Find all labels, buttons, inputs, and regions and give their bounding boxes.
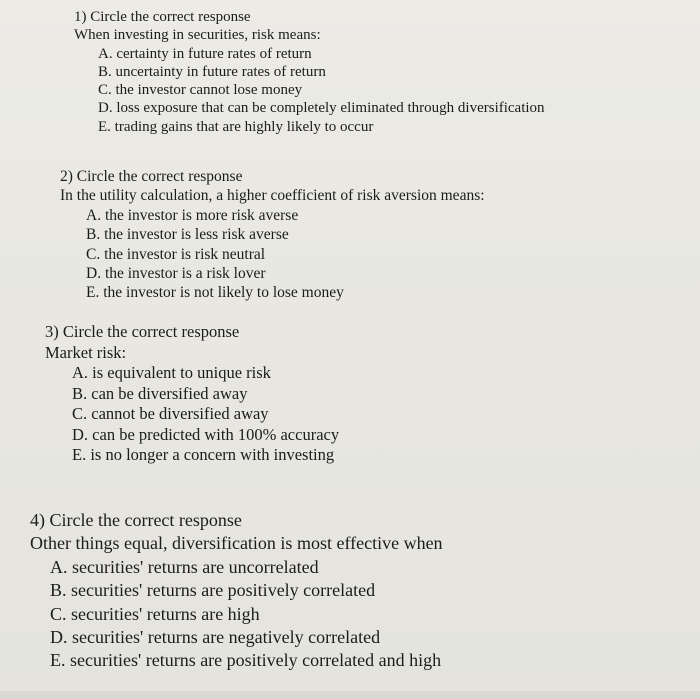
answer-option-d: D. loss exposure that can be completely eliminated through diversification	[98, 100, 545, 117]
answer-option-c: C. the investor is risk neutral	[86, 245, 266, 263]
question-title: 4) Circle the correct response	[30, 510, 242, 530]
question-title: 3) Circle the correct response	[45, 322, 240, 341]
question-4	[30, 509, 443, 673]
question-1	[74, 8, 545, 136]
answer-option-a: A. certainty in future rates of return	[98, 45, 312, 62]
answer-option-b: B. can be diversified away	[72, 383, 248, 403]
answer-option-b: B. uncertainty in future rates of return	[98, 63, 326, 80]
answer-option-a: A. securities' returns are uncorrelated	[50, 556, 319, 577]
answer-option-b: B. the investor is less risk averse	[86, 226, 289, 244]
answer-option-d: D. can be predicted with 100% accuracy	[72, 424, 340, 444]
answer-option-c: C. securities' returns are high	[50, 603, 260, 624]
answer-option-a: A. is equivalent to unique risk	[72, 363, 271, 382]
answer-option-b: B. securities' returns are positively correlated	[50, 580, 376, 601]
question-3	[45, 322, 339, 466]
question-2	[60, 167, 485, 303]
question-prompt: When investing in securities, risk means:	[74, 27, 321, 44]
answer-option-d: D. the investor is a risk lover	[86, 265, 266, 283]
question-title: 1) Circle the correct response	[74, 9, 251, 25]
answer-option-c: C. cannot be diversified away	[72, 404, 269, 423]
answer-option-e: E. is no longer a concern with investing	[72, 445, 335, 464]
answer-option-d: D. securities' returns are negatively correlated	[50, 627, 381, 648]
bottom-edge	[0, 691, 700, 699]
question-prompt: Market risk:	[45, 342, 127, 362]
answer-option-a: A. the investor is more risk averse	[86, 206, 299, 224]
question-prompt: Other things equal, diversification is most effective when	[30, 533, 443, 554]
answer-option-c: C. the investor cannot lose money	[98, 82, 303, 99]
answer-option-e: E. trading gains that are highly likely to occur	[98, 118, 374, 135]
answer-option-e: E. securities' returns are positively correlated and high	[50, 650, 442, 671]
question-prompt: In the utility calculation, a higher coefficient of risk aversion means:	[60, 187, 485, 205]
question-title: 2) Circle the correct response	[60, 168, 243, 185]
answer-option-e: E. the investor is not likely to lose money	[86, 284, 344, 302]
